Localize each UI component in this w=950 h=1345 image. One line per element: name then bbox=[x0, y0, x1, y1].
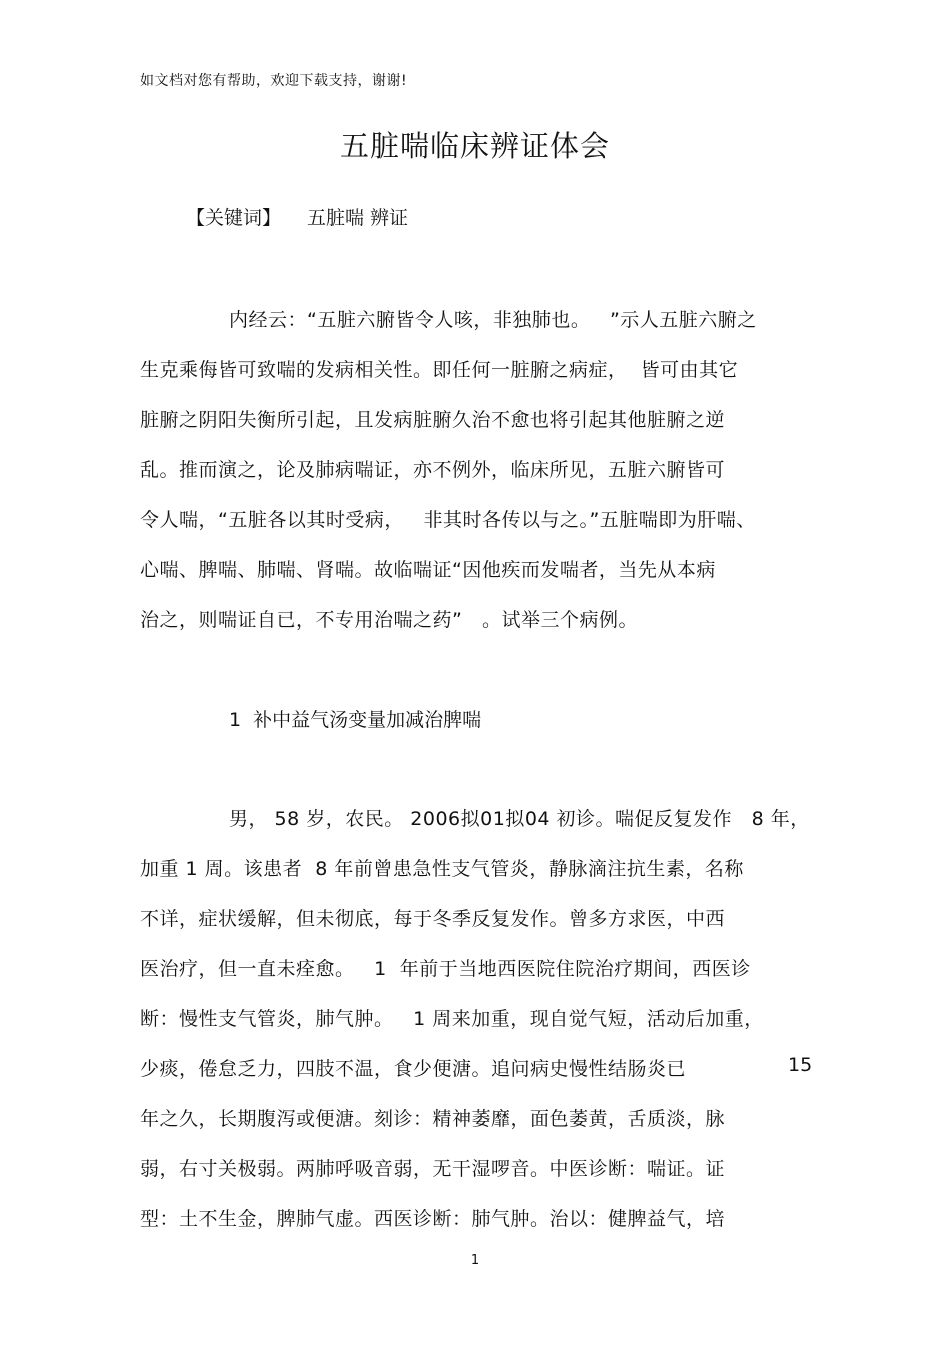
intro-line: 令人喘，“五脏各以其时受病， 非其时各传以与之。”五脏喘即为肝喘、 bbox=[140, 509, 756, 531]
case-line-number: 15 bbox=[788, 1054, 813, 1076]
case-line: 医治疗，但一直未痊愈。 1 年前于当地西医院住院治疗期间，西医诊 bbox=[140, 958, 751, 980]
intro-line: 心喘、脾喘、肺喘、肾喘。故临喘证“因他疾而发喘者，当先从本病 bbox=[140, 559, 716, 581]
keywords-words: 五脏喘 辨证 bbox=[307, 207, 409, 229]
section-heading: 1 补中益气汤变量加减治脾喘 bbox=[229, 709, 482, 731]
case-line: 加重 1 周。该患者 8 年前曾患急性支气管炎，静脉滴注抗生素，名称 bbox=[140, 858, 744, 880]
intro-line: 内经云：“五脏六腑皆令人咳，非独肺也。 ”示人五脏六腑之 bbox=[229, 309, 757, 331]
page-number: 1 bbox=[470, 1253, 480, 1268]
case-line: 型：土不生金，脾肺气虚。西医诊断：肺气肿。治以：健脾益气，培 bbox=[140, 1208, 726, 1230]
header-note: 如文档对您有帮助，欢迎下载支持，谢谢! bbox=[140, 73, 408, 89]
case-line: 不详，症状缓解，但未彻底，每于冬季反复发作。曾多方求医，中西 bbox=[140, 908, 726, 930]
case-line: 断：慢性支气管炎，肺气肿。 1 周来加重，现自觉气短，活动后加重， bbox=[140, 1008, 764, 1030]
intro-line: 乱。推而演之，论及肺病喘证，亦不例外，临床所见，五脏六腑皆可 bbox=[140, 459, 726, 481]
document-title: 五脏喘临床辨证体会 bbox=[339, 129, 610, 163]
case-line: 弱，右寸关极弱。两肺呼吸音弱，无干湿啰音。中医诊断：喘证。证 bbox=[140, 1158, 726, 1180]
case-line: 少痰，倦怠乏力，四肢不温，食少便溏。追问病史慢性结肠炎已 bbox=[140, 1058, 687, 1080]
keywords bbox=[186, 203, 408, 230]
intro-line: 生克乘侮皆可致喘的发病相关性。即任何一脏腑之病症， 皆可由其它 bbox=[140, 359, 739, 381]
intro-line: 治之，则喘证自已，不专用治喘之药” 。试举三个病例。 bbox=[140, 609, 638, 631]
case-line: 年之久，长期腹泻或便溏。刻诊：精神萎靡，面色萎黄，舌质淡，脉 bbox=[140, 1108, 726, 1130]
keywords-label: 【关键词】 bbox=[186, 207, 282, 229]
case-line: 男， 58 岁，农民。 2006拟01拟04 初诊。喘促反复发作 8 年， bbox=[229, 808, 810, 830]
intro-line: 脏腑之阴阳失衡所引起，且发病脏腑久治不愈也将引起其他脏腑之逆 bbox=[140, 409, 726, 431]
